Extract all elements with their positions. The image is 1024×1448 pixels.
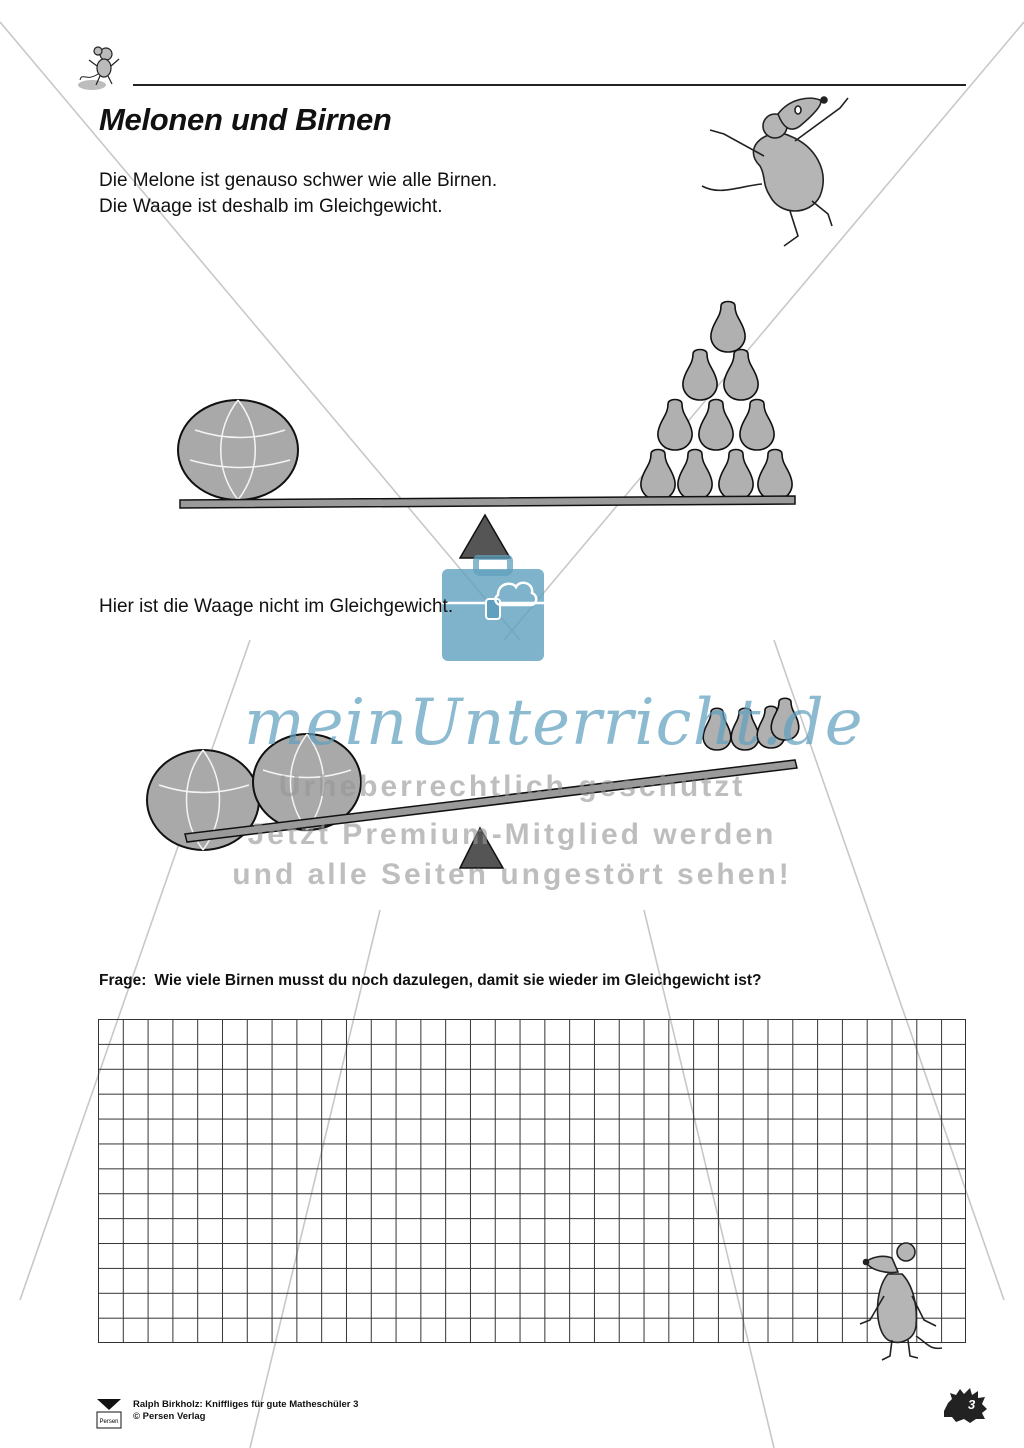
footer-credits — [133, 1399, 358, 1423]
question-label: Frage: — [99, 972, 147, 989]
page-number: 3 — [968, 1397, 976, 1412]
intro-text — [99, 168, 497, 220]
watermark-brand: meinUnterricht.de — [244, 686, 864, 760]
unbalanced-text: Hier ist die Waage nicht im Gleichgewicht. — [99, 596, 454, 617]
melon — [178, 400, 298, 500]
hedgehog-page-badge-icon — [940, 1385, 988, 1425]
mouse-logo-icon — [76, 42, 132, 92]
question — [99, 972, 761, 990]
watermark-line-2: Jetzt Premium-Mitglied werden — [247, 818, 777, 851]
scale-balanced-illustration — [175, 290, 800, 560]
question-text: Wie viele Birnen musst du noch dazulegen, damit sie wieder im Gleichgewicht ist? — [154, 972, 762, 989]
footer-line-1: Ralph Birkholz: Kniffliges für gute Matheschüler 3 — [133, 1399, 359, 1410]
answer-grid[interactable] — [98, 1019, 966, 1343]
persen-logo-icon — [96, 1398, 122, 1430]
watermark-briefcase-icon — [440, 555, 546, 663]
watermark-line-1: Urheberrechtlich geschützt — [278, 770, 746, 803]
standing-mouse-illustration — [852, 1240, 942, 1366]
dancing-mouse-illustration — [700, 86, 870, 261]
intro-line-2: Die Waage ist deshalb im Gleichgewicht. — [99, 196, 443, 217]
publisher-name: Persen — [99, 1419, 119, 1425]
watermark-line-3: und alle Seiten ungestört sehen! — [232, 858, 792, 891]
footer-line-2: © Persen Verlag — [133, 1411, 206, 1422]
pear-pyramid — [641, 302, 792, 501]
intro-line-1: Die Melone ist genauso schwer wie alle Birnen. — [99, 170, 498, 191]
page-title: Melonen und Birnen — [99, 102, 392, 137]
